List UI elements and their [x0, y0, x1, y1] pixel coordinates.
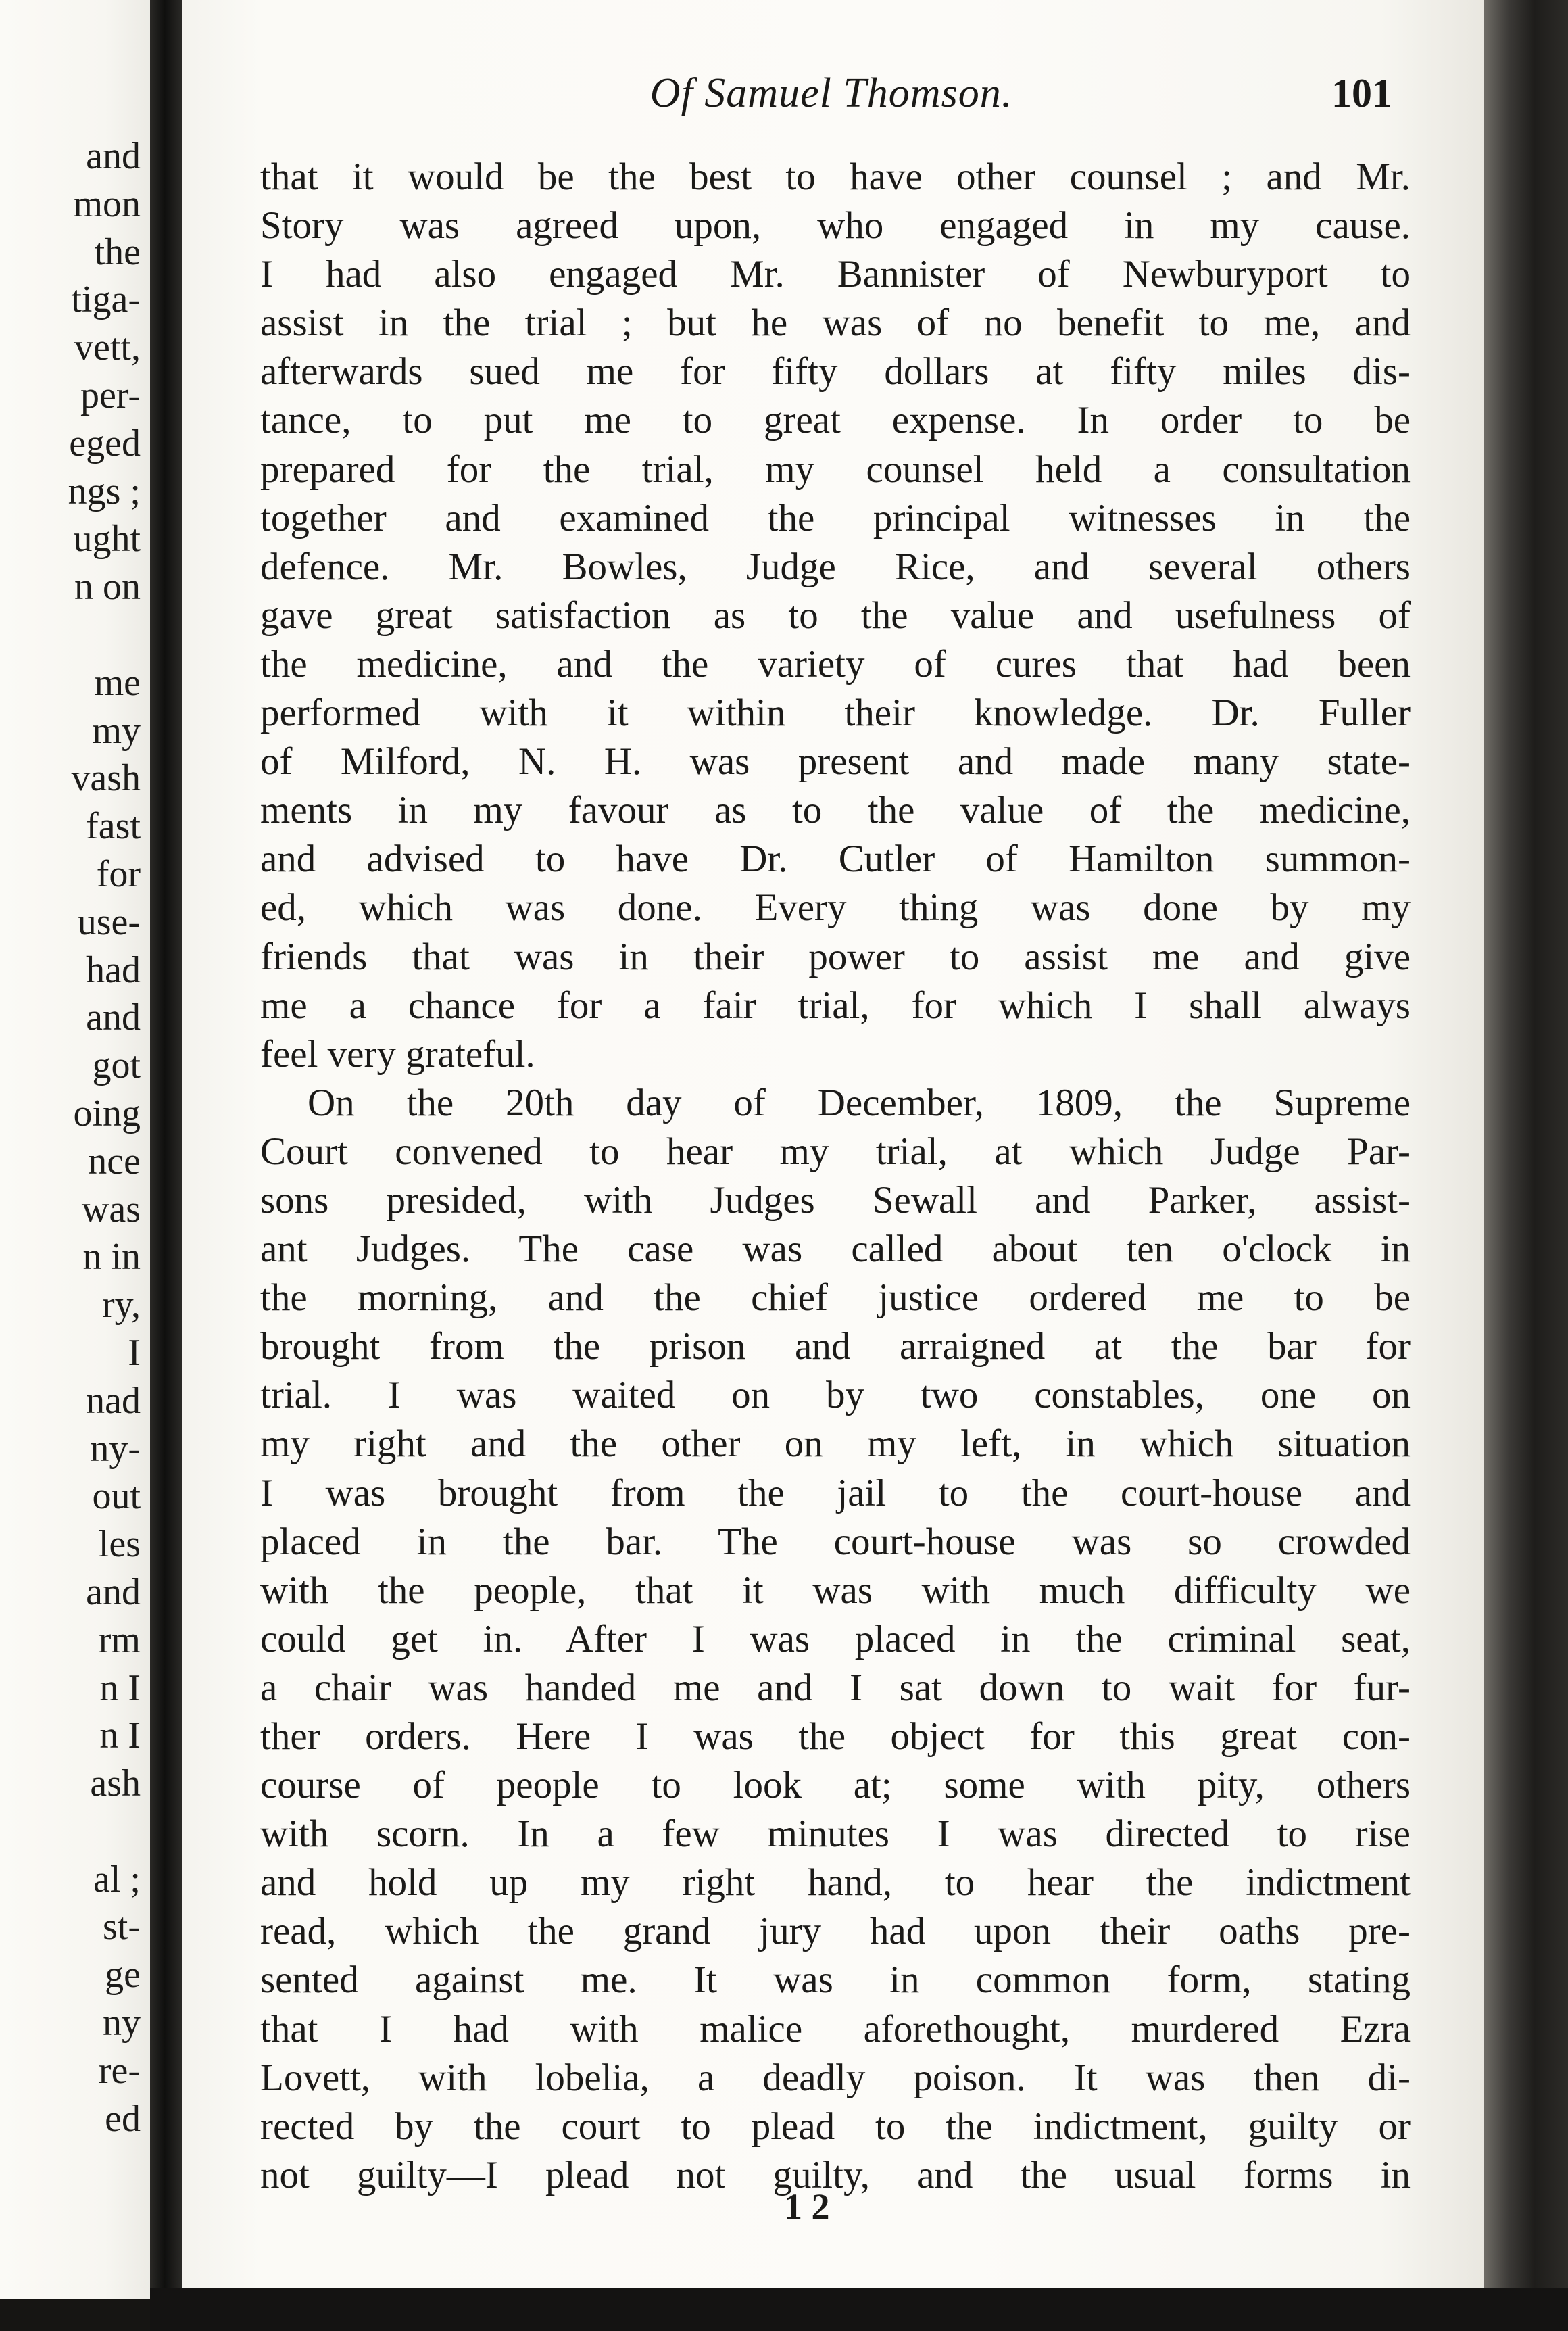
previous-page-fragment: nce — [88, 1140, 141, 1182]
text-line: performed with it within their knowledge. Dr. Fuller — [260, 692, 1411, 735]
previous-page-fragment: and — [86, 135, 141, 177]
text-line: not guilty—I plead not guilty, and the usual forms in — [260, 2153, 1411, 2196]
signature-mark: 1 2 — [784, 2186, 830, 2227]
previous-page-fragment: ash — [90, 1762, 141, 1805]
text-line: tance, to put me to great expense. In order to be — [260, 399, 1411, 442]
text-line: placed in the bar. The court-house was so crowded — [260, 1520, 1411, 1563]
previous-page-fragment: tiga- — [71, 279, 141, 321]
previous-page-fragment: ge — [105, 1954, 141, 1996]
text-line: rected by the court to plead to the indictment, guilty or — [260, 2105, 1411, 2148]
running-head — [264, 65, 1399, 122]
previous-page-fragment: the — [94, 231, 141, 273]
previous-page-edge — [0, 0, 150, 2299]
previous-page-fragment: ngs ; — [68, 470, 141, 512]
text-line: defence. Mr. Bowles, Judge Rice, and several others — [260, 545, 1411, 588]
previous-page-fragment: me — [94, 661, 141, 704]
previous-page-fragment: oing — [73, 1092, 141, 1134]
text-line: Story was agreed upon, who engaged in my cause. — [260, 204, 1411, 247]
previous-page-fragment — [68, 1808, 141, 1856]
page-number: 101 — [1331, 71, 1392, 116]
previous-page-fragment: ught — [73, 518, 141, 560]
text-line: that I had with malice aforethought, murdered Ezra — [260, 2007, 1411, 2050]
previous-page-fragment: was — [81, 1188, 141, 1230]
text-line: sons presided, with Judges Sewall and Parker, assist- — [260, 1178, 1411, 1222]
page-edge-shadow — [1484, 0, 1568, 2331]
text-line: ments in my favour as to the value of the medicine, — [260, 789, 1411, 832]
text-line: ther orders. Here I was the object for this great con- — [260, 1715, 1411, 1758]
text-line: I was brought from the jail to the court-house and — [260, 1471, 1411, 1514]
previous-page-fragment: rm — [98, 1618, 141, 1661]
text-line: that it would be the best to have other counsel ; and Mr. — [260, 155, 1411, 198]
previous-page-fragment: al ; — [93, 1858, 141, 1900]
previous-page-fragment: les — [98, 1523, 141, 1566]
text-line: friends that was in their power to assist me and give — [260, 935, 1411, 978]
previous-page-fragment: and — [86, 1570, 141, 1613]
text-line: read, which the grand jury had upon their oaths pre- — [260, 1910, 1411, 1953]
text-line: sented against me. It was in common form, stating — [260, 1958, 1411, 2002]
text-line: with scorn. In a few minutes I was directed to rise — [260, 1812, 1411, 1856]
text-line: feel very grateful. — [260, 1032, 535, 1076]
previous-page-fragment: re- — [98, 2049, 141, 2092]
previous-page-fragment: out — [92, 1475, 141, 1518]
text-line: together and examined the principal witnesses in the — [260, 496, 1411, 539]
text-line: course of people to look at; some with pity, others — [260, 1764, 1411, 1807]
text-line: brought from the prison and arraigned at the bar for — [260, 1325, 1411, 1368]
running-head-title: Of Samuel Thomson. — [650, 70, 1013, 116]
text-line: ant Judges. The case was called about ten o'clock in — [260, 1228, 1411, 1271]
text-line: me a chance for a fair trial, for which I shall always — [260, 984, 1411, 1027]
text-line: and hold up my right hand, to hear the indictment — [260, 1861, 1411, 1904]
previous-page-fragment: ny — [103, 2002, 141, 2044]
text-line: could get in. After I was placed in the criminal seat, — [260, 1617, 1411, 1660]
text-line: assist in the trial ; but he was of no benefit to me, and — [260, 302, 1411, 345]
previous-page-fragment: ry, — [101, 1284, 141, 1326]
text-line: a chair was handed me and I sat down to wait for fur- — [260, 1666, 1411, 1709]
previous-page-fragment — [68, 611, 141, 659]
previous-page-fragment: my — [92, 709, 141, 752]
previous-page-fragment: fast — [86, 805, 141, 848]
previous-page-fragment: n on — [74, 566, 141, 608]
text-line: with the people, that it was with much difficulty we — [260, 1568, 1411, 1612]
text-line: Lovett, with lobelia, a deadly poison. It was then di- — [260, 2056, 1411, 2099]
text-line: trial. I was waited on by two constables, one on — [260, 1374, 1411, 1417]
previous-page-fragment: ny- — [90, 1427, 141, 1470]
text-line: of Milford, N. H. was present and made many state- — [260, 740, 1411, 784]
previous-page-fragment: had — [86, 948, 141, 991]
text-line: my right and the other on my left, in which situation — [260, 1422, 1411, 1466]
previous-page-fragment: nad — [86, 1379, 141, 1422]
previous-page-text-fragments — [68, 133, 141, 2142]
text-line: On the 20th day of December, 1809, the Supreme — [308, 1081, 1411, 1124]
text-line: prepared for the trial, my counsel held a consultation — [260, 448, 1411, 491]
previous-page-fragment: n I — [99, 1714, 141, 1757]
text-line: and advised to have Dr. Cutler of Hamilton summon- — [260, 838, 1411, 881]
text-line: Court convened to hear my trial, at which Judge Par- — [260, 1130, 1411, 1173]
previous-page-fragment: eged — [69, 422, 141, 464]
previous-page-fragment: ed — [105, 2097, 141, 2140]
previous-page-fragment: st- — [103, 1906, 141, 1948]
previous-page-fragment: per- — [80, 374, 141, 416]
previous-page-fragment: mon — [73, 183, 141, 225]
previous-page-fragment: for — [96, 852, 141, 895]
previous-page-fragment: got — [92, 1044, 141, 1087]
text-line: the medicine, and the variety of cures that had been — [260, 642, 1411, 686]
text-line: afterwards sued me for fifty dollars at fifty miles dis- — [260, 350, 1411, 393]
body-text — [260, 153, 1411, 2200]
scan-bottom-border — [150, 2288, 1568, 2331]
previous-page-fragment: n in — [82, 1236, 141, 1278]
previous-page-fragment: use- — [77, 900, 141, 943]
previous-page-fragment: vash — [71, 757, 141, 800]
previous-page-fragment: and — [86, 996, 141, 1039]
previous-page-fragment: n I — [99, 1666, 141, 1709]
previous-page-fragment: I — [128, 1331, 141, 1374]
text-line: I had also engaged Mr. Bannister of Newburyport to — [260, 253, 1411, 296]
previous-page-fragment: vett, — [74, 327, 141, 369]
text-line: gave great satisfaction as to the value and usefulness of — [260, 594, 1411, 637]
book-gutter — [150, 0, 182, 2331]
text-line: the morning, and the chief justice ordered me to be — [260, 1276, 1411, 1320]
text-line: ed, which was done. Every thing was done by my — [260, 886, 1411, 930]
